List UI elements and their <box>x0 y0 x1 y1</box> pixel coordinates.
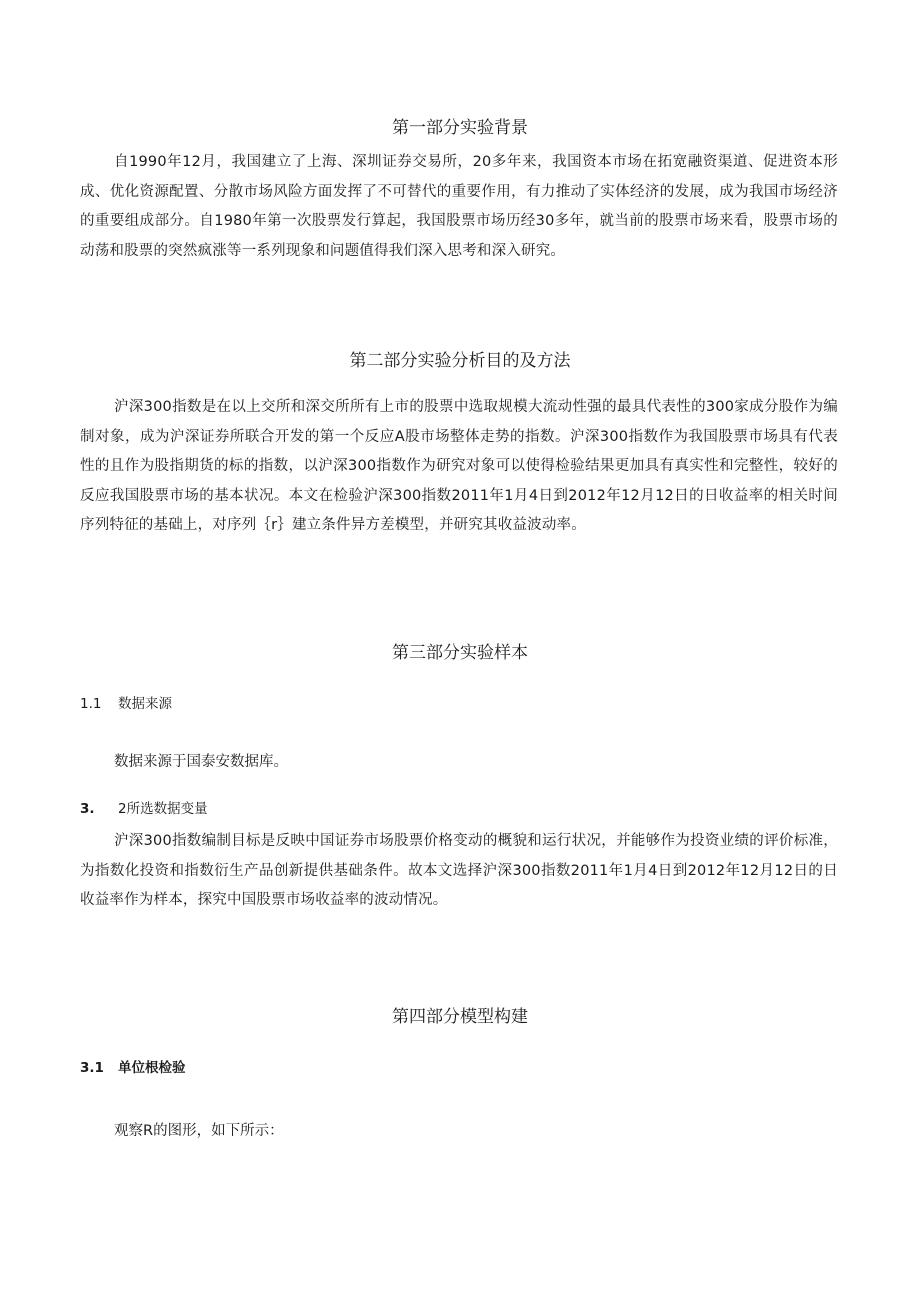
subheading-label: 单位根检验 <box>118 1060 186 1076</box>
subheading-selected-variables <box>80 799 208 819</box>
section-title-model: 第四部分模型构建 <box>392 1007 528 1027</box>
subheading-label: 数据来源 <box>118 696 172 712</box>
purpose-method-paragraph: 沪深300指数是在以上交所和深交所所有上市的股票中选取规模大流动性强的最具代表性的300家成分股作为编制对象，成为沪深证券所联合开发的第一个反应A股市场整体走势的指数。沪深300指数作为我国股票市场具有代表性的且作为股指期货的标的指数，以沪深300指数作为研究对象可以使得检验结果更加具有真实性和完整性，较好的反应我国股票市场的基本状况。本文在检验沪深300指数2011年1月4日到2012年12月12日的日收益率的相关时间序列特征的基础上，对序列｛r｝建立条件异方差模型，并研究其收益波动率。 <box>80 399 838 533</box>
selected-variables-paragraph: 沪深300指数编制目标是反映中国证券市场股票价格变动的概貌和运行状况，并能够作为投资业绩的评价标准，为指数化投资和指数衍生产品创新提供基础条件。故本文选择沪深300指数2011年1月4日到2012年12月12日的日收益率作为样本，探究中国股票市场收益率的波动情况。 <box>80 833 838 908</box>
unit-root-text: 观察R的图形，如下所示： <box>114 1123 284 1139</box>
subheading-number: 3.1 <box>80 1060 104 1076</box>
subheading-unit-root-test <box>80 1058 186 1078</box>
section-title-background: 第一部分实验背景 <box>392 118 528 138</box>
subheading-number: 3. <box>80 801 95 817</box>
section-title-purpose-method: 第二部分实验分析目的及方法 <box>349 351 571 371</box>
data-source-text: 数据来源于国泰安数据库。 <box>114 754 288 770</box>
subheading-number: 1.1 <box>80 696 102 712</box>
background-paragraph: 自1990年12月，我国建立了上海、深圳证券交易所，20多年来，我国资本市场在拓宽融资渠道、促进资本形成、优化资源配置、分散市场风险方面发挥了不可替代的重要作用，有力推动了实体经济的发展，成为我国市场经济的重要组成部分。自1980年第一次股票发行算起，我国股票市场历经30多年，就当前的股票市场来看，股票市场的动荡和股票的突然疯涨等一系列现象和问题值得我们深入思考和深入研究。 <box>80 154 838 259</box>
section-title-sample: 第三部分实验样本 <box>392 643 528 663</box>
subheading-label: 2所选数据变量 <box>118 801 208 817</box>
subheading-data-source <box>80 694 172 714</box>
